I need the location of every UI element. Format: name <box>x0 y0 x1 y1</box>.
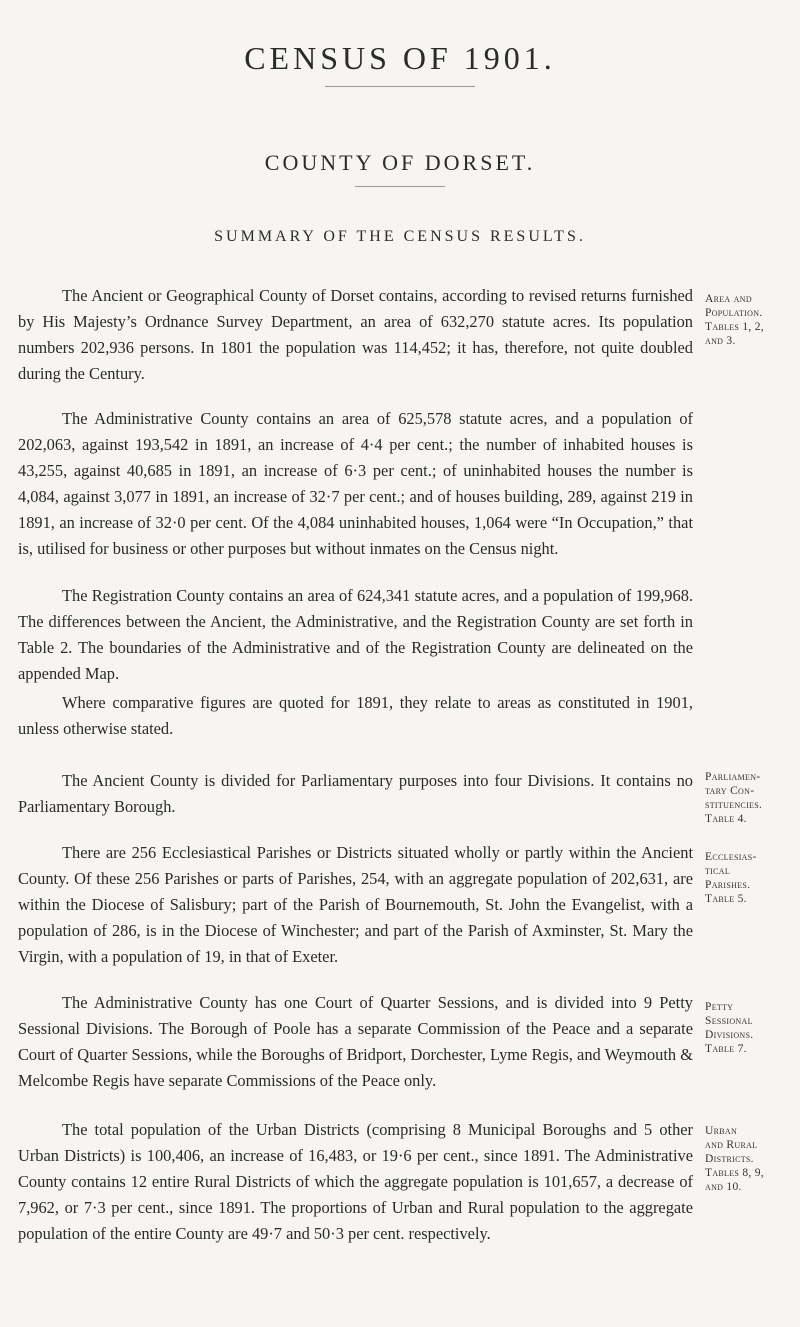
paragraph-ancient-county: The Ancient or Geographical County of Dorset contains, according to revised returns furnished by His Majesty’s Ordnance Survey Department, an area of 632,270 statute acres. Its population numbers 202,936 persons. In 1801 the population was 114,452; it has, therefore, not quite doubled during the Century. <box>18 286 693 383</box>
margin-note-line: Population. <box>705 307 763 319</box>
margin-note-line: Table 5. <box>705 893 747 905</box>
margin-note-line: stituencies. <box>705 799 763 811</box>
paragraph-parliamentary: The Ancient County is divided for Parliamentary purposes into four Divisions. It contains no Parliamentary Borough. <box>18 771 693 816</box>
margin-note-line: Area and <box>705 293 752 305</box>
summary-heading: SUMMARY OF THE CENSUS RESULTS. <box>214 228 586 245</box>
title-rule <box>325 86 475 87</box>
paragraph-urban-rural: The total population of the Urban Districts (comprising 8 Municipal Boroughs and 5 other Urban Districts) is 100,406, an increase of 16,483, or 19·6 per cent., since 1891. The Administrative County contains 12 entire Rural Districts of which the aggregate population is 101,657, a decrease of 7,962, or 7·3 per cent., since 1891. The proportions of Urban and Rural population to the aggregate population of the entire County are 49·7 and 50·3 per cent. respectively. <box>18 1120 693 1243</box>
margin-note-parliamentary <box>705 770 797 826</box>
margin-note-line: Parliamen- <box>705 771 761 783</box>
census-title: CENSUS OF 1901. <box>244 40 556 76</box>
margin-note-line: Petty <box>705 1001 734 1013</box>
margin-note-line: and Rural <box>705 1139 758 1151</box>
margin-note-line: Parishes. <box>705 879 751 891</box>
margin-note-line: tary Con- <box>705 785 755 797</box>
margin-note-line: Sessional <box>705 1015 753 1027</box>
county-rule <box>355 186 445 187</box>
margin-note-line: and 10. <box>705 1181 742 1193</box>
margin-note-ecclesiastical <box>705 850 797 906</box>
margin-note-line: Table 4. <box>705 813 747 825</box>
margin-note-line: Ecclesias- <box>705 851 757 863</box>
paragraph-administrative-county: The Administrative County contains an area of 625,578 statute acres, and a population of 202,063, against 193,542 in 1891, an increase of 4·4 per cent.; the number of inhabited houses is 43,255, against 40,685 in 1891, an increase of 6·3 per cent.; of uninhabited houses the number is 4,084, against 3,077 in 1891, an increase of 32·7 per cent.; and of houses building, 289, against 219 in 1891, an increase of 32·0 per cent. Of the 4,084 uninhabited houses, 1,064 were “In Occupation,” that is, utilised for business or other purposes but without inmates on the Census night. <box>18 409 693 558</box>
margin-note-urban-rural <box>705 1124 797 1194</box>
paragraph-comparative-figures: Where comparative figures are quoted for 1891, they relate to areas as constituted in 1901, unless otherwise stated. <box>18 693 693 738</box>
margin-note-line: Urban <box>705 1125 738 1137</box>
margin-note-line: Tables 8, 9, <box>705 1167 764 1179</box>
paragraph-ecclesiastical: There are 256 Ecclesiastical Parishes or Districts situated wholly or partly within the Ancient County. Of these 256 Parishes or parts of Parishes, 254, with an aggregate population of 202,631, are within the Diocese of Salisbury; part of the Parish of Bournemouth, St. John the Evangelist, with a population of 286, is in the Diocese of Winchester; and part of the Parish of Axminster, St. Mary the Virgin, with a population of 19, in that of Exeter. <box>18 843 693 966</box>
margin-note-line: Districts. <box>705 1153 754 1165</box>
margin-note-area <box>705 292 797 348</box>
paragraph-registration-county: The Registration County contains an area of 624,341 statute acres, and a population of 199,968. The differences between the Ancient, the Administrative, and the Registration County are set forth in Table 2. The boundaries of the Administrative and of the Registration County are delineated on the appended Map. <box>18 586 693 683</box>
paragraph-petty-sessional: The Administrative County has one Court of Quarter Sessions, and is divided into 9 Petty Sessional Divisions. The Borough of Poole has a separate Commission of the Peace and a separate Court of Quarter Sessions, while the Boroughs of Bridport, Dorchester, Lyme Regis, and Weymouth & Melcombe Regis have separate Commissions of the Peace only. <box>18 993 693 1090</box>
county-title: COUNTY OF DORSET. <box>264 150 536 175</box>
margin-note-line: Tables 1, 2, <box>705 321 764 333</box>
margin-note-petty-sessional <box>705 1000 797 1056</box>
margin-note-line: and 3. <box>705 335 736 347</box>
margin-note-line: Table 7. <box>705 1043 747 1055</box>
margin-note-line: Divisions. <box>705 1029 754 1041</box>
margin-note-line: tical <box>705 865 731 877</box>
